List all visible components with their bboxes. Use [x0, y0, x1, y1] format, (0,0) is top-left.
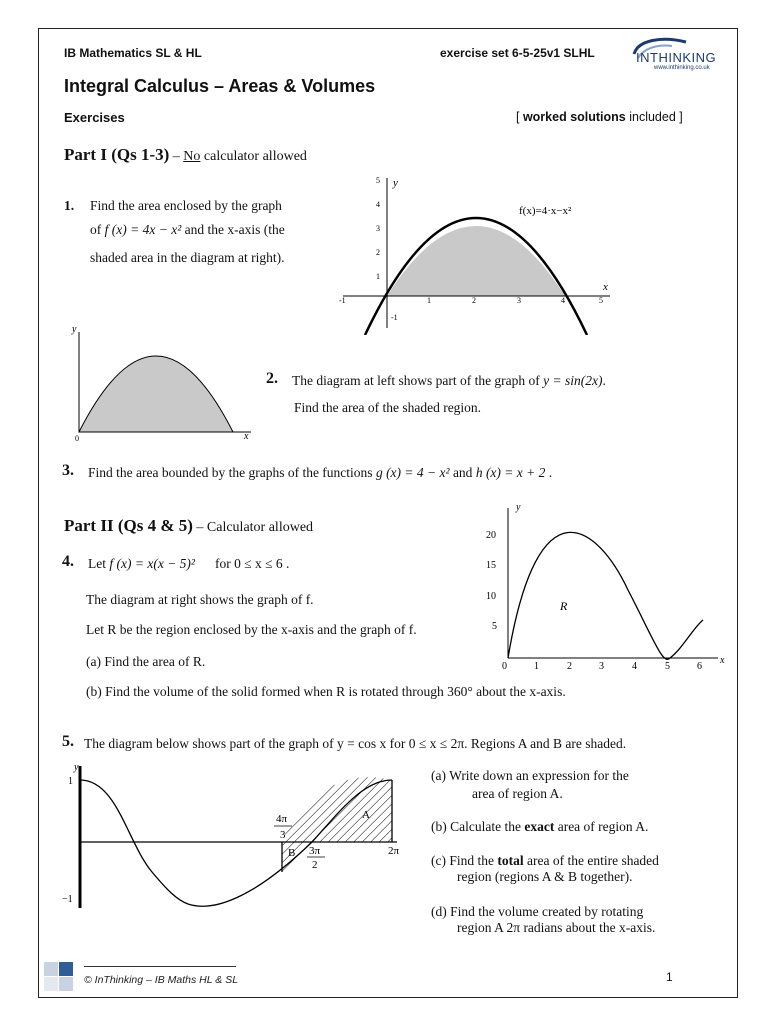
q2-number: 2.	[266, 370, 278, 387]
part1-heading: Part I (Qs 1-3) – No calculator allowed	[64, 145, 307, 164]
q4-xtick-0: 0	[502, 661, 507, 672]
q4-xtick-3: 3	[599, 661, 604, 672]
q1-ytick-5: 5	[376, 176, 380, 185]
inthinking-logo	[628, 34, 732, 74]
q5-part-c-line1: (c) Find the total area of the entire shaded	[431, 853, 659, 868]
q5-number: 5.	[62, 733, 74, 750]
q5-label-2pi: 2π	[388, 845, 400, 857]
q1-parabola-graph	[335, 170, 620, 335]
q1-xtick-5: 5	[599, 296, 603, 305]
worked-solutions-note: [ worked solutions included ]	[516, 110, 683, 124]
q4-part-a: (a) Find the area of R.	[86, 654, 206, 669]
q5-text: The diagram below shows part of the graph of y = cos x for 0 ≤ x ≤ 2π. Regions A and B are shaded.	[84, 736, 627, 751]
q4-region-r-label: R	[560, 599, 568, 613]
page-number: 1	[666, 970, 673, 984]
footer-divider	[84, 966, 236, 967]
q2-origin: 0	[75, 434, 79, 443]
q4-y-label: y	[516, 502, 521, 513]
course-name: IB Mathematics SL & HL	[64, 46, 202, 60]
q4-xtick-5: 5	[665, 661, 670, 672]
q3-text: Find the area bounded by the graphs of the functions g (x) = 4 − x² and h (x) = x + 2 .	[88, 465, 553, 480]
q1-xtick-3: 3	[517, 296, 521, 305]
q5-label-4pi: 4π	[276, 813, 288, 825]
exercise-set-label: exercise set 6-5-25v1 SLHL	[440, 46, 595, 60]
q5-region-a	[282, 777, 392, 842]
q1-line1: Find the area enclosed by the graph	[90, 198, 282, 213]
q2-line2: Find the area of the shaded region.	[294, 400, 482, 415]
q5-part-d-line2: region A 2π radians about the x-axis.	[457, 920, 656, 935]
footer-logo-squares	[44, 962, 74, 992]
q1-xtick-4: 4	[561, 296, 565, 305]
q4-ytick-20: 20	[486, 530, 496, 541]
q1-ytick-neg1: -1	[391, 313, 398, 322]
q1-shaded-area	[387, 226, 565, 296]
q1-function-label: f(x)=4·x−x²	[519, 205, 572, 217]
q4-line2: The diagram at right shows the graph of f.	[86, 592, 314, 607]
q5-part-c-line2: region (regions A & B together).	[457, 869, 633, 884]
q5-ytick-1: 1	[68, 776, 73, 787]
q4-cubic-graph	[478, 498, 728, 673]
part2-heading: Part II (Qs 4 & 5) – Calculator allowed	[64, 516, 314, 535]
q1-ytick-3: 3	[376, 224, 380, 233]
q1-ytick-4: 4	[376, 200, 380, 209]
q4-line3: Let R be the region enclosed by the x-axis and the graph of f.	[86, 622, 417, 637]
q5-label-3pi: 3π	[309, 845, 321, 857]
q1-xtick-2: 2	[472, 296, 476, 305]
q4-part-b: (b) Find the volume of the solid formed when R is rotated through 360° about the x-axis.	[86, 684, 566, 699]
q2-sine-graph	[66, 320, 266, 445]
q5-part-b: (b) Calculate the exact area of region A.	[431, 819, 649, 834]
q5-region-a-label: A	[362, 809, 370, 821]
q4-xtick-6: 6	[697, 661, 702, 672]
q1-xtick-neg1: -1	[339, 296, 346, 305]
q4-xtick-4: 4	[632, 661, 637, 672]
q1-ytick-1: 1	[376, 272, 380, 281]
q2-shaded-region	[79, 356, 233, 432]
q4-xtick-2: 2	[567, 661, 572, 672]
q5-cosine-graph	[62, 760, 407, 915]
q4-ytick-5: 5	[492, 621, 497, 632]
q2-line1: The diagram at left shows part of the graph of y = sin(2x).	[292, 373, 606, 388]
q5-ytick-neg1: −1	[62, 894, 73, 905]
q1-number: 1.	[64, 198, 75, 213]
q1-line3: shaded area in the diagram at right).	[90, 250, 285, 265]
q1-xtick-1: 1	[427, 296, 431, 305]
q4-curve	[508, 532, 703, 659]
q4-definition: Let f (x) = x(x − 5)² for 0 ≤ x ≤ 6 .	[88, 556, 290, 571]
q4-number: 4.	[62, 553, 74, 570]
q4-ytick-15: 15	[486, 560, 496, 571]
logo-text: INTHINKING	[636, 50, 717, 65]
exercises-heading: Exercises	[64, 110, 125, 125]
q5-label-2-den: 2	[312, 859, 318, 871]
page-title: Integral Calculus – Areas & Volumes	[64, 76, 376, 96]
q1-ytick-2: 2	[376, 248, 380, 257]
q2-y-label: y	[72, 324, 77, 335]
q4-xtick-1: 1	[534, 661, 539, 672]
logo-url: www.inthinking.co.uk	[654, 65, 710, 71]
q5-part-a-line2: area of region A.	[472, 786, 563, 801]
q4-ytick-10: 10	[486, 591, 496, 602]
q3-number: 3.	[62, 462, 74, 479]
q5-region-b-label: B	[288, 847, 296, 859]
q2-x-label: x	[244, 431, 249, 442]
q1-y-label: y	[393, 177, 398, 189]
q1-line2: of f (x) = 4x − x² and the x-axis (the	[90, 222, 285, 237]
q5-y-label: y	[74, 762, 79, 773]
q5-part-a-line1: (a) Write down an expression for the	[431, 768, 629, 783]
q1-x-label: x	[603, 281, 608, 293]
q4-x-label: x	[720, 655, 725, 666]
q5-label-3-den: 3	[280, 829, 286, 841]
q5-part-d-line1: (d) Find the volume created by rotating	[431, 904, 644, 919]
footer-copyright: © InThinking – IB Maths HL & SL	[84, 974, 239, 986]
